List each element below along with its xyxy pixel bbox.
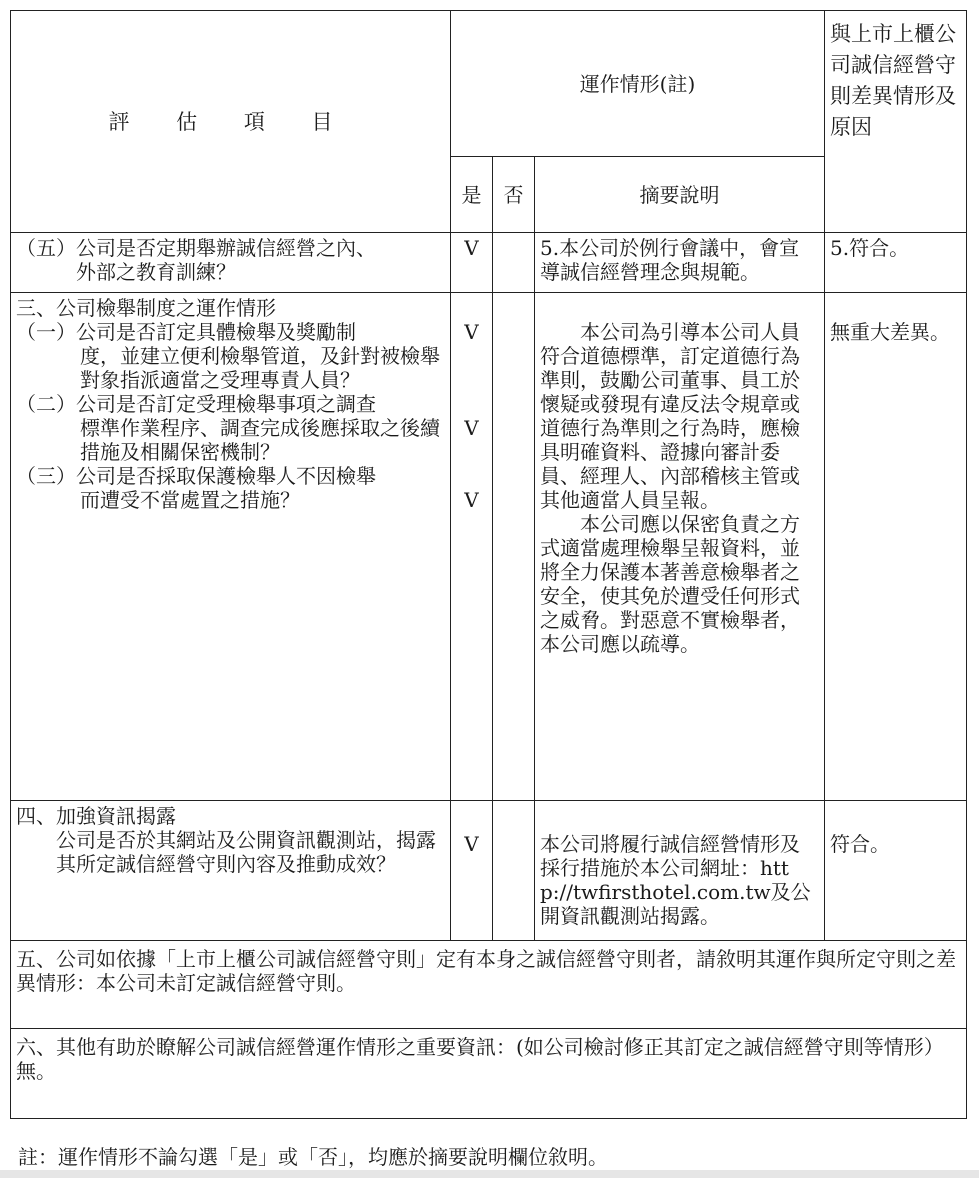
row-summary: 本公司將履行誠信經營情形及採行措施於本公司網址：http://twfirsthotel.com.tw及公開資訊觀測站揭露。 [535,801,825,941]
row-no-mark [493,801,535,941]
row-diff: 無重大差異。 [825,293,967,801]
table-row [11,801,967,941]
table-row [11,293,967,801]
row-summary: 5.本公司於例行會議中，會宣導誠信經營理念與規範。 [535,233,825,293]
row-summary: 本公司為引導本公司人員符合道德標準，訂定道德行為準則，鼓勵公司董事、員工於懷疑或發現有違反法令規章或道德行為準則之行為時，應檢具明確資料、證據向審計委員、經理人、內部稽核主管或其他適當人員呈報。 本公司應以保密負責之方式適當處理檢舉呈報資料，並將全力保護本著善意檢舉者之安全，使其免於遭受任何形式之威脅。對惡意不實檢舉者，本公司應以疏導。 [535,293,825,801]
header-yes: 是 [451,157,493,233]
header-no: 否 [493,157,535,233]
row-yes-mark: V [451,801,493,941]
row-diff: 符合。 [825,801,967,941]
integrity-evaluation-table [10,10,967,1119]
row-no-mark [493,293,535,801]
row-yes-mark: V [451,233,493,293]
row-item: 四、加強資訊揭露 公司是否於其網站及公開資訊觀測站，揭露其所定誠信經營守則內容及推動成效？ [11,801,451,941]
row-yes-mark: V V V [451,293,493,801]
header-summary: 摘要說明 [535,157,825,233]
table-row [11,1029,967,1119]
header-diff: 與上市上櫃公司誠信經營守則差異情形及原因 [825,11,967,233]
bottom-bar [0,1170,979,1178]
row-item: 三、公司檢舉制度之運作情形 （一）公司是否訂定具體檢舉及獎勵制 度，並建立便利檢舉管道，及針對被檢舉對象指派適當之受理專責人員？ （二）公司是否訂定受理檢舉事項之調查 標準作業程序、調查完成後應採取之後續措施及相關保密機制？ （三）公司是否採取保護檢舉人不因檢舉 而遭受不當處置之措施？ [11,293,451,801]
header-operation: 運作情形(註) [451,11,825,157]
section-five: 五、公司如依據「上市上櫃公司誠信經營守則」定有本身之誠信經營守則者，請敘明其運作與所定守則之差異情形：本公司未訂定誠信經營守則。 [11,941,967,1029]
table-row [11,941,967,1029]
footnote: 註：運作情形不論勾選「是」或「否」，均應於摘要說明欄位敘明。 [18,1145,608,1169]
section-six: 六、其他有助於瞭解公司誠信經營運作情形之重要資訊：(如公司檢討修正其訂定之誠信經營守則等情形）無。 [11,1029,967,1119]
table-row [11,233,967,293]
row-no-mark [493,233,535,293]
row-diff: 5.符合。 [825,233,967,293]
row-item: （五）公司是否定期舉辦誠信經營之內、 外部之教育訓練？ [11,233,451,293]
header-eval-item: 評 估 項 目 [11,11,451,233]
